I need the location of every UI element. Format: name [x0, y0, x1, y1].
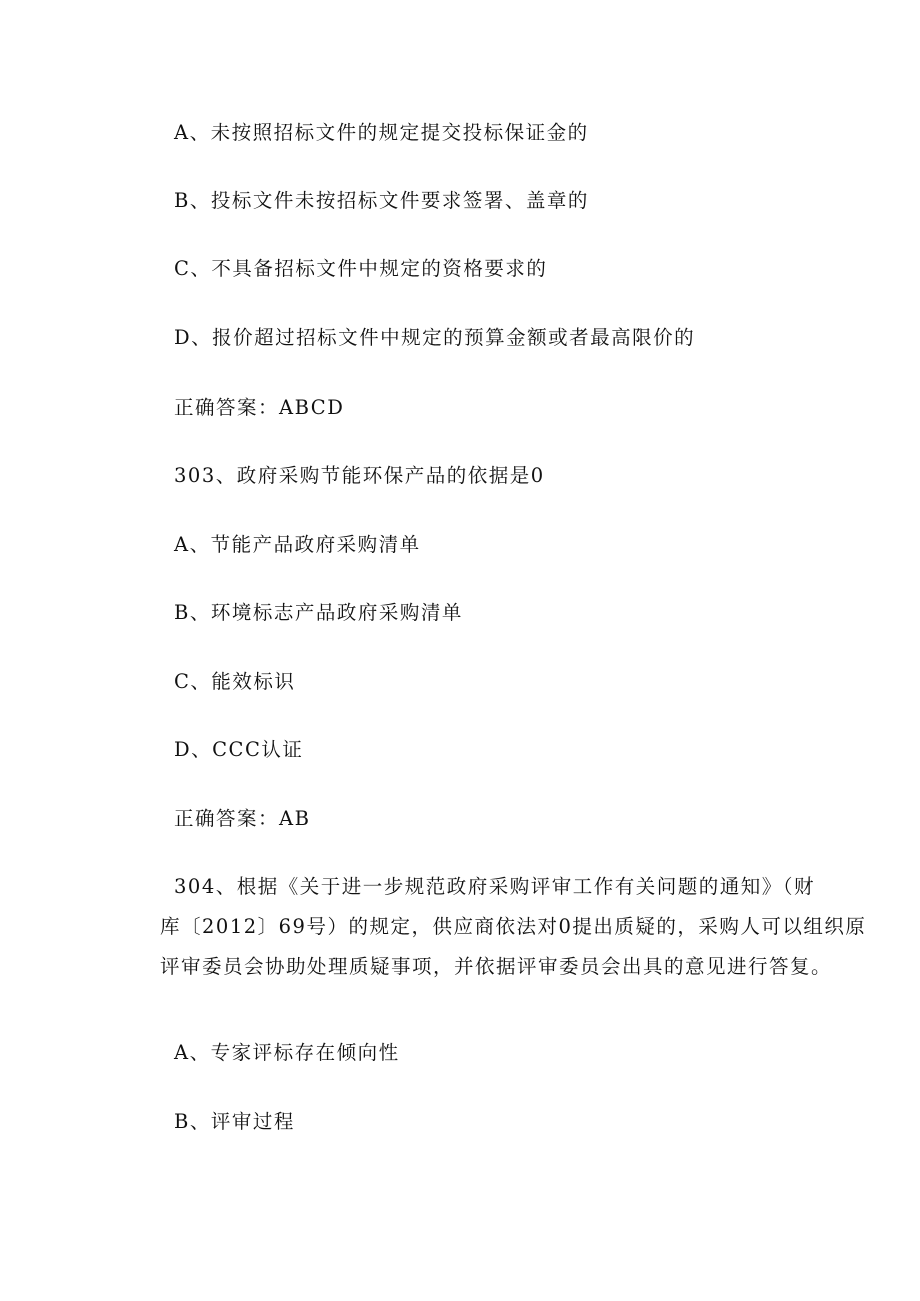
q303-option-a: A、节能产品政府采购清单	[174, 533, 421, 556]
q303-option-c: C、能效标识	[174, 670, 296, 693]
q302-option-d: D、报价超过招标文件中规定的预算金额或者最高限价的	[174, 326, 696, 349]
q303-option-b: B、环境标志产品政府采购清单	[174, 601, 463, 624]
q302-option-a: A、未按照招标文件的规定提交投标保证金的	[174, 121, 589, 144]
q303-answer: 正确答案：AB	[174, 807, 311, 830]
q302-option-c: C、不具备招标文件中规定的资格要求的	[174, 257, 548, 280]
q303-question: 303、政府采购节能环保产品的依据是0	[174, 464, 545, 487]
q304-question-line-1: 304、根据《关于进一步规范政府采购评审工作有关问题的通知》（财	[174, 875, 815, 898]
q302-answer: 正确答案：ABCD	[174, 396, 345, 419]
q304-question-line-2: 库〔2012〕69号）的规定，供应商依法对0提出质疑的，采购人可以组织原	[160, 915, 867, 938]
q304-question-line-3: 评审委员会协助处理质疑事项，并依据评审委员会出具的意见进行答复。	[160, 955, 833, 978]
q303-option-d: D、CCC认证	[174, 738, 304, 761]
q304-option-b: B、评审过程	[174, 1110, 295, 1133]
q304-option-a: A、专家评标存在倾向性	[174, 1041, 400, 1064]
q304-question	[160, 867, 867, 987]
q302-option-b: B、投标文件未按招标文件要求签署、盖章的	[174, 189, 589, 212]
